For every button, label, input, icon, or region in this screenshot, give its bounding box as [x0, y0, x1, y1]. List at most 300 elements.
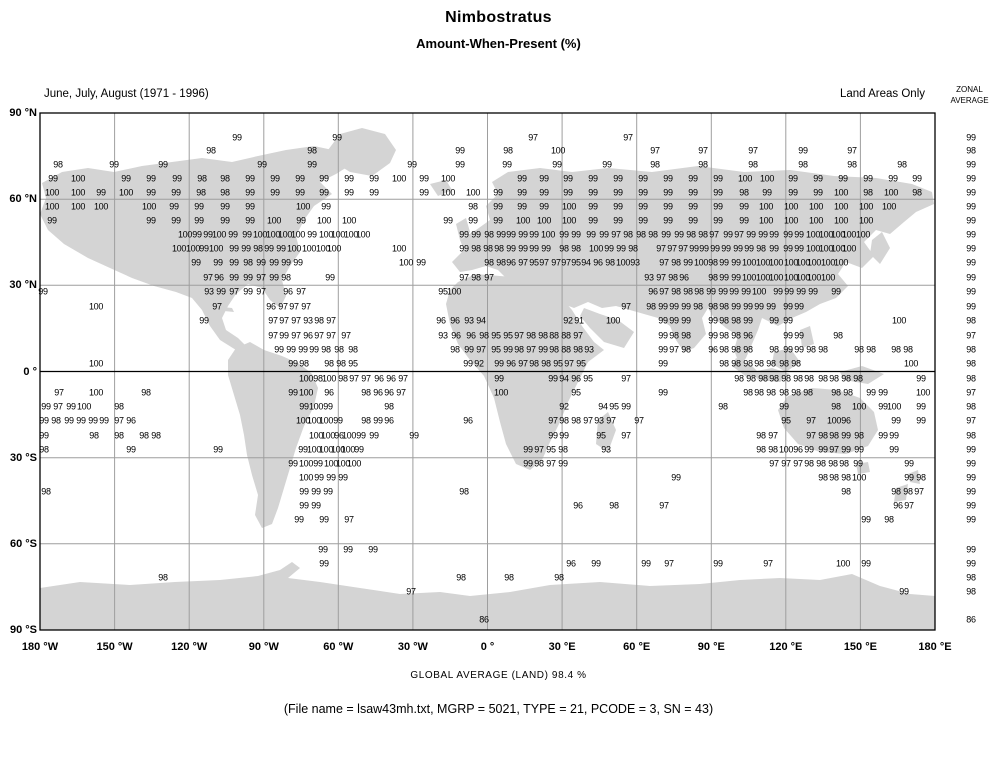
map-value: 99: [419, 173, 429, 184]
y-tick-label: 30 °N: [9, 279, 37, 292]
map-value: 99: [889, 430, 899, 441]
map-value: 95: [491, 330, 501, 341]
map-value: 98: [731, 358, 741, 369]
map-value: 99: [788, 173, 798, 184]
map-value: 97: [518, 358, 528, 369]
map-value: 97: [53, 401, 63, 412]
map-value: 100: [755, 272, 771, 283]
map-value: 99: [172, 173, 182, 184]
map-value: 99: [878, 401, 888, 412]
map-value: 99: [796, 286, 806, 297]
map-value: 100: [290, 229, 306, 240]
map-value: 98: [718, 401, 728, 412]
map-value: 100: [783, 201, 799, 212]
map-value: 99: [588, 187, 598, 198]
map-value: 99: [319, 173, 329, 184]
map-value: 98: [731, 330, 741, 341]
map-value: 97: [768, 430, 778, 441]
map-value: 98: [779, 387, 789, 398]
area-note-label: Land Areas Only: [839, 88, 925, 100]
map-value: 97: [534, 444, 544, 455]
map-value: 99: [688, 201, 698, 212]
map-value: 100: [536, 215, 552, 226]
map-value: 99: [713, 201, 723, 212]
map-value: 98: [683, 286, 693, 297]
map-value: 98: [39, 444, 49, 455]
map-value: 99: [683, 257, 693, 268]
map-value: 98: [833, 330, 843, 341]
map-value: 96: [214, 272, 224, 283]
map-value: 100: [808, 201, 824, 212]
map-value: 96: [708, 344, 718, 355]
map-value: 98: [698, 159, 708, 170]
map-value: 99: [229, 272, 239, 283]
map-value: 100: [820, 272, 836, 283]
map-value: 99: [295, 187, 305, 198]
map-value: 99: [407, 159, 417, 170]
map-value: 96: [793, 444, 803, 455]
x-tick-label: 60 °E: [623, 641, 651, 653]
map-value: 93: [438, 330, 448, 341]
map-value: 100: [321, 373, 337, 384]
map-value: 100: [341, 430, 357, 441]
map-value: 98: [694, 286, 704, 297]
map-value: 100: [835, 558, 851, 569]
map-value: 98: [220, 173, 230, 184]
map-value: 98: [526, 330, 536, 341]
map-value: 86: [479, 614, 489, 625]
map-value: 100: [177, 229, 193, 240]
map-value: 99: [443, 215, 453, 226]
map-value: 99: [332, 132, 342, 143]
map-value: 98: [559, 415, 569, 426]
map-value: 95: [609, 401, 619, 412]
map-value: 100: [320, 430, 336, 441]
map-value: 99: [464, 344, 474, 355]
map-value: 98: [768, 444, 778, 455]
map-value: 99: [48, 173, 58, 184]
map-value: 98: [708, 257, 718, 268]
map-value: 99: [311, 500, 321, 511]
map-value: 99: [794, 243, 804, 254]
map-value: 97: [314, 330, 324, 341]
map-value: 97: [256, 286, 266, 297]
map-value: 95: [553, 358, 563, 369]
map-value: 98: [754, 387, 764, 398]
map-value: 100: [550, 145, 566, 156]
map-value: 99: [731, 301, 741, 312]
map-value: 96: [506, 358, 516, 369]
zonal-average-value: 99: [966, 500, 976, 511]
map-value: 100: [808, 215, 824, 226]
map-value: 100: [306, 415, 322, 426]
map-value: 98: [307, 145, 317, 156]
map-value: 99: [64, 415, 74, 426]
map-value: 99: [591, 558, 601, 569]
map-value: 99: [343, 544, 353, 555]
map-value: 97: [806, 415, 816, 426]
map-value: 96: [283, 286, 293, 297]
map-value: 99: [854, 444, 864, 455]
map-value: 100: [783, 272, 799, 283]
map-value: 97: [114, 415, 124, 426]
map-value: 99: [719, 272, 729, 283]
map-value: 99: [663, 187, 673, 198]
y-tick-label: 90 °S: [9, 624, 37, 636]
map-value: 98: [798, 159, 808, 170]
map-value: 99: [788, 187, 798, 198]
zonal-average-value: 98: [966, 358, 976, 369]
map-value: 96: [571, 373, 581, 384]
map-value: 100: [833, 187, 849, 198]
map-value: 99: [243, 272, 253, 283]
zonal-average-value: 98: [966, 401, 976, 412]
map-value: 98: [554, 572, 564, 583]
map-value: 97: [623, 132, 633, 143]
x-tick-label: 120 °W: [171, 641, 208, 653]
map-value: 97: [659, 286, 669, 297]
map-value: 99: [517, 187, 527, 198]
map-value: 97: [583, 415, 593, 426]
map-value: 98: [549, 344, 559, 355]
map-value: 99: [638, 201, 648, 212]
map-value: 97: [650, 145, 660, 156]
map-value: 96: [466, 330, 476, 341]
map-value: 99: [333, 415, 343, 426]
map-value: 96: [593, 257, 603, 268]
map-value: 100: [298, 373, 314, 384]
map-value: 97: [361, 373, 371, 384]
map-value: 100: [858, 201, 874, 212]
map-value: 100: [343, 229, 359, 240]
map-value: 97: [561, 257, 571, 268]
map-value: 96: [451, 330, 461, 341]
map-value: 99: [878, 430, 888, 441]
map-value: 100: [346, 458, 362, 469]
map-value: 100: [326, 243, 342, 254]
map-value: 98: [504, 572, 514, 583]
map-value: 99: [199, 315, 209, 326]
map-value: 98: [843, 387, 853, 398]
map-value: 99: [733, 243, 743, 254]
map-value: 94: [581, 257, 591, 268]
map-value: 97: [212, 301, 222, 312]
map-value: 98: [916, 472, 926, 483]
map-value: 98: [141, 387, 151, 398]
map-value: 97: [781, 458, 791, 469]
map-value: 99: [916, 401, 926, 412]
map-value: 98: [903, 486, 913, 497]
map-value: 98: [841, 472, 851, 483]
map-value: 92: [563, 315, 573, 326]
map-value: 98: [573, 344, 583, 355]
map-value: 99: [242, 229, 252, 240]
map-value: 98: [628, 243, 638, 254]
map-value: 100: [341, 215, 357, 226]
map-value: 92: [559, 401, 569, 412]
map-value: 99: [506, 229, 516, 240]
map-value: 98: [766, 387, 776, 398]
map-value: 97: [806, 430, 816, 441]
map-value: 98: [514, 344, 524, 355]
map-value: 99: [146, 173, 156, 184]
map-value: 99: [286, 344, 296, 355]
map-value: 95: [546, 444, 556, 455]
map-value: 99: [783, 243, 793, 254]
map-value: 99: [744, 243, 754, 254]
map-value: 100: [88, 387, 104, 398]
map-value: 99: [229, 243, 239, 254]
map-value: 98: [818, 373, 828, 384]
map-value: 97: [476, 344, 486, 355]
map-value: 98: [484, 257, 494, 268]
map-value: 98: [459, 486, 469, 497]
zonal-average-value: 98: [966, 315, 976, 326]
map-value: 100: [561, 215, 577, 226]
map-value: 99: [288, 458, 298, 469]
map-value: 98: [636, 229, 646, 240]
map-value: 96: [679, 272, 689, 283]
map-value: 97: [518, 257, 528, 268]
map-value: 98: [769, 373, 779, 384]
map-value: 94: [598, 401, 608, 412]
map-value: 99: [369, 430, 379, 441]
zonal-average-value: 99: [966, 458, 976, 469]
map-value: 99: [517, 173, 527, 184]
map-value: 99: [311, 486, 321, 497]
map-value: 97: [621, 373, 631, 384]
map-value: 98: [139, 430, 149, 441]
map-value: 99: [344, 187, 354, 198]
map-value: 96: [266, 301, 276, 312]
map-value: 99: [818, 444, 828, 455]
zonal-average-value: 99: [966, 301, 976, 312]
map-value: 97: [606, 415, 616, 426]
map-value: 98: [719, 315, 729, 326]
zonal-average-value: 97: [966, 330, 976, 341]
x-tick-label: 150 °E: [843, 641, 877, 653]
map-value: 95: [571, 387, 581, 398]
map-value: 99: [538, 344, 548, 355]
map-value: 100: [758, 201, 774, 212]
map-value: 97: [349, 373, 359, 384]
map-value: 95: [491, 344, 501, 355]
map-value: 99: [245, 215, 255, 226]
map-value: 100: [805, 243, 821, 254]
map-value: 95: [529, 257, 539, 268]
map-value: 98: [650, 159, 660, 170]
zonal-average-value: 99: [966, 544, 976, 555]
map-value: 99: [641, 558, 651, 569]
map-value: 99: [613, 187, 623, 198]
map-value: 96: [384, 415, 394, 426]
map-value: 97: [793, 458, 803, 469]
map-value: 100: [778, 444, 794, 455]
map-value: 99: [41, 401, 51, 412]
map-value: 100: [318, 415, 334, 426]
map-value: 100: [515, 215, 531, 226]
map-value: 99: [146, 187, 156, 198]
landmass: [870, 232, 890, 264]
map-value: 100: [493, 387, 509, 398]
map-value: 99: [899, 586, 909, 597]
map-value: 99: [313, 458, 323, 469]
map-value: 99: [638, 173, 648, 184]
y-tick-label: 90 °N: [9, 107, 37, 119]
map-value: 99: [669, 301, 679, 312]
map-value: 99: [468, 215, 478, 226]
map-value: 98: [51, 415, 61, 426]
map-value: 100: [266, 215, 282, 226]
map-value: 96: [373, 387, 383, 398]
map-value: 97: [551, 257, 561, 268]
map-value: 100: [298, 387, 314, 398]
map-value: 96: [126, 415, 136, 426]
map-value: 100: [588, 243, 604, 254]
map-value: 97: [678, 243, 688, 254]
map-value: 100: [841, 243, 857, 254]
x-tick-label: 90 °E: [697, 641, 725, 653]
map-value: 100: [833, 215, 849, 226]
x-tick-label: 60 °W: [323, 641, 354, 653]
map-value: 99: [674, 229, 684, 240]
map-value: 99: [621, 401, 631, 412]
map-value: 99: [713, 187, 723, 198]
map-value: 96: [573, 500, 583, 511]
map-value: 99: [471, 229, 481, 240]
x-tick-label: 150 °W: [96, 641, 133, 653]
map-value: 97: [573, 330, 583, 341]
map-value: 98: [734, 373, 744, 384]
map-value: 97: [748, 145, 758, 156]
map-value: 97: [656, 243, 666, 254]
map-value: 99: [746, 229, 756, 240]
zonal-average-value: 99: [966, 201, 976, 212]
map-value: 98: [756, 444, 766, 455]
map-value: 100: [308, 401, 324, 412]
map-value: 100: [851, 401, 867, 412]
map-value: 100: [308, 430, 324, 441]
map-value: 99: [229, 257, 239, 268]
map-value: 100: [741, 257, 757, 268]
map-value: 93: [630, 257, 640, 268]
map-value: 99: [455, 159, 465, 170]
map-value: 88: [549, 330, 559, 341]
map-value: 98: [220, 187, 230, 198]
map-value: 98: [336, 358, 346, 369]
map-value: 99: [669, 315, 679, 326]
map-value: 97: [634, 415, 644, 426]
map-value: 99: [769, 243, 779, 254]
map-value: 99: [66, 401, 76, 412]
map-value: 99: [245, 187, 255, 198]
map-value: 100: [70, 187, 86, 198]
map-value: 98: [114, 430, 124, 441]
map-value: 99: [613, 215, 623, 226]
map-value: 97: [539, 257, 549, 268]
map-value: 98: [623, 229, 633, 240]
map-value: 99: [552, 159, 562, 170]
map-value: 99: [459, 229, 469, 240]
map-value: 98: [503, 145, 513, 156]
map-value: 99: [762, 187, 772, 198]
map-value: 98: [818, 344, 828, 355]
map-value: 100: [252, 229, 268, 240]
global-average-label: GLOBAL AVERAGE (LAND) 98.4 %: [410, 670, 587, 681]
map-value: 98: [884, 514, 894, 525]
map-value: 99: [729, 286, 739, 297]
map-value: 95: [781, 415, 791, 426]
map-value: 99: [559, 430, 569, 441]
map-value: 98: [866, 344, 876, 355]
map-value: 100: [76, 401, 92, 412]
map-value: 98: [839, 458, 849, 469]
map-value: 99: [658, 387, 668, 398]
map-value: 100: [830, 229, 846, 240]
map-value: 99: [721, 243, 731, 254]
map-value: 99: [256, 257, 266, 268]
map-value: 98: [731, 344, 741, 355]
map-value: 99: [888, 173, 898, 184]
map-value: 98: [559, 243, 569, 254]
y-tick-label: 60 °N: [9, 193, 37, 206]
map-value: 99: [307, 229, 317, 240]
x-tick-label: 0 °: [480, 641, 495, 653]
map-value: 99: [699, 243, 709, 254]
map-value: 98: [816, 458, 826, 469]
map-value: 99: [338, 472, 348, 483]
map-value: 98: [793, 373, 803, 384]
map-value: 97: [203, 272, 213, 283]
map-value: 99: [588, 173, 598, 184]
map-value: 97: [341, 330, 351, 341]
x-tick-label: 30 °E: [548, 641, 576, 653]
map-value: 99: [264, 243, 274, 254]
map-value: 97: [656, 272, 666, 283]
map-value: 99: [916, 373, 926, 384]
map-value: 93: [644, 272, 654, 283]
map-value: 96: [374, 373, 384, 384]
page-subtitle: Amount-When-Present (%): [416, 36, 581, 51]
map-value: 98: [648, 229, 658, 240]
map-value: 96: [841, 415, 851, 426]
map-value: 97: [611, 229, 621, 240]
map-value: 98: [756, 243, 766, 254]
map-value: 98: [253, 243, 263, 254]
zonal-average-value: 99: [966, 187, 976, 198]
map-value: 97: [667, 243, 677, 254]
map-value: 100: [465, 187, 481, 198]
map-value: 99: [658, 301, 668, 312]
map-value: 99: [681, 301, 691, 312]
map-value: 99: [754, 301, 764, 312]
map-value: 98: [450, 344, 460, 355]
map-value: 100: [818, 229, 834, 240]
map-value: 98: [299, 358, 309, 369]
map-value: 97: [763, 558, 773, 569]
zonal-average-value: 99: [966, 257, 976, 268]
map-value: 100: [265, 229, 281, 240]
map-value: 99: [126, 444, 136, 455]
map-value: 98: [746, 373, 756, 384]
map-value: 99: [96, 187, 106, 198]
map-value: 99: [539, 173, 549, 184]
map-value: 99: [541, 243, 551, 254]
map-value: 98: [338, 373, 348, 384]
map-value: 99: [783, 344, 793, 355]
map-value: 93: [584, 344, 594, 355]
map-value: 98: [791, 387, 801, 398]
